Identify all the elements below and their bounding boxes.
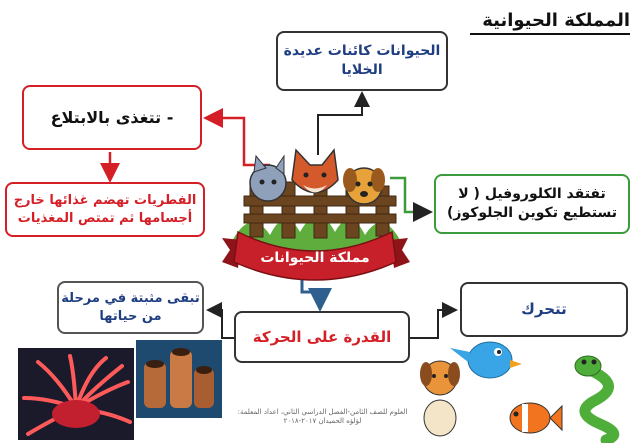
credits-line-1: العلوم للصف الثامن-الفصل الدراسي الثاني، اعداد المعلمة:: [237, 408, 408, 416]
credits-text: [215, 408, 430, 427]
node-fixed-stage: تبقى مثبتة في مرحلة من حياتها: [57, 281, 204, 334]
snake-illustration: [575, 356, 614, 440]
node-movement-ability: القدرة على الحركة: [234, 311, 410, 363]
node-fungi-digestion: الفطريات تهضم غذائها خارج أجسامها ثم تمتص المغذيات: [5, 182, 205, 237]
node-no-chlorophyll: تفتقد الكلوروفيل ( لا تستطيع تكوين الجلوكوز): [434, 174, 630, 234]
page-title: المملكة الحيوانية: [470, 10, 630, 35]
node-multicellular: الحيوانات كائنات عديدة الخلايا: [276, 31, 448, 91]
node-ingestion: - تتغذى بالابتلاع: [22, 85, 202, 150]
node-moves: تتحرك: [460, 282, 628, 337]
fish-illustration: [510, 403, 562, 433]
banner-label: مملكة الحيوانات: [260, 250, 370, 266]
bird-illustration: [450, 342, 522, 378]
credits-line-2: لؤلؤه الحميدان ٢٠١٧-٢٠١٨: [283, 417, 362, 426]
